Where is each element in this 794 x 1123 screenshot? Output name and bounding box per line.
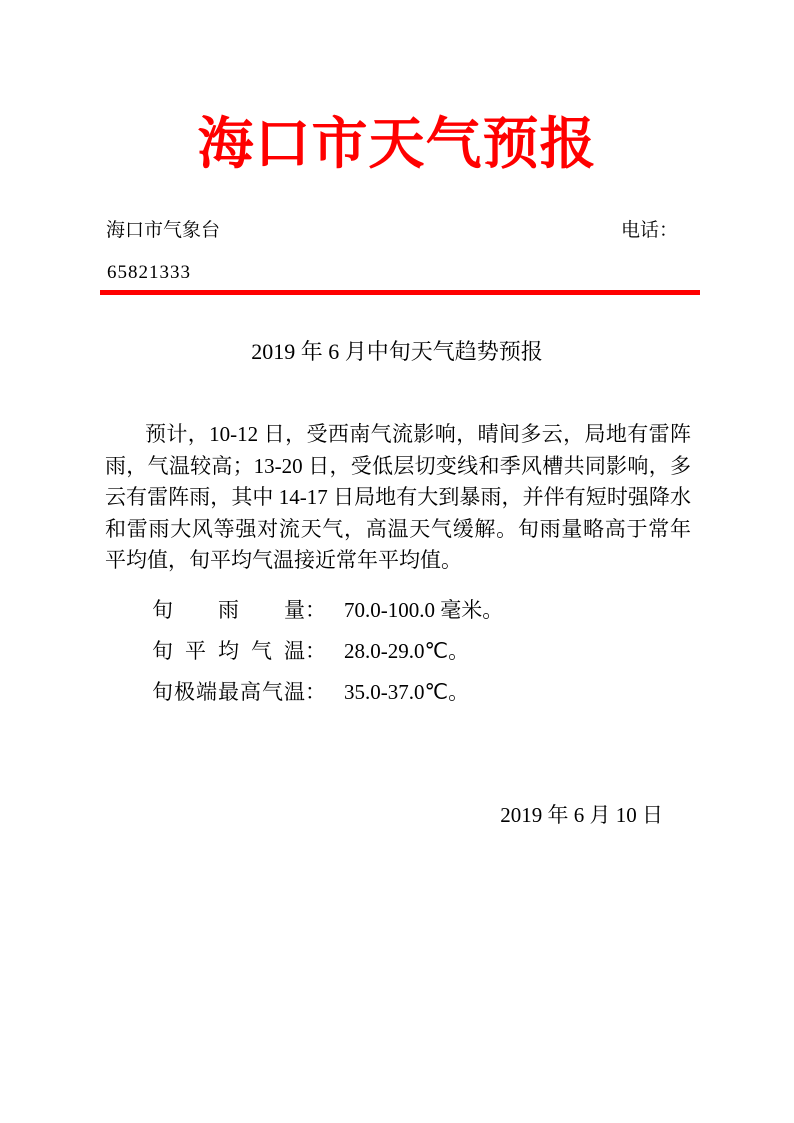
stat-rainfall-colon: ：: [305, 598, 326, 622]
forecast-heading: 2019 年 6 月中旬天气趋势预报: [251, 339, 543, 364]
header-divider-rule: [100, 290, 700, 295]
stats-block: [152, 590, 503, 713]
document-title: 海口市天气预报: [197, 112, 597, 175]
stat-extreme-max-temp-label: 旬极端最高气温: [152, 680, 305, 704]
header-row: [106, 219, 678, 242]
stat-mean-temp-label: 旬平均气温: [152, 639, 305, 663]
phone-label: 电话：: [620, 220, 678, 241]
stat-rainfall-value: 70.0-100.0 毫米。: [344, 598, 504, 622]
stat-mean-temp-colon: ：: [305, 639, 326, 663]
stat-row-mean-temp: [152, 631, 503, 672]
stat-extreme-max-temp-value: 35.0-37.0℃。: [344, 680, 470, 704]
phone-number: 65821333: [107, 262, 191, 283]
stat-mean-temp-value: 28.0-29.0℃。: [344, 639, 470, 663]
stat-row-rainfall: [152, 590, 503, 631]
stat-rainfall-label: 旬雨量: [152, 598, 305, 622]
forecast-paragraph: 预计，10-12 日，受西南气流影响，晴间多云，局地有雷阵雨，气温较高；13-20 日，受低层切变线和季风槽共同影响，多云有雷阵雨，其中 14-17 日局地有大到暴雨，并伴有短时强降水和雷雨大风等强对流天气，高温天气缓解。旬雨量略高于常年平均值，旬平均气温接近常年平均值。: [105, 422, 691, 572]
agency-name: 海口市气象台: [106, 220, 221, 241]
stat-extreme-max-temp-colon: ：: [305, 680, 326, 704]
document-date: 2019 年 6 月 10 日: [500, 803, 663, 827]
stat-row-extreme-max-temp: [152, 672, 503, 713]
